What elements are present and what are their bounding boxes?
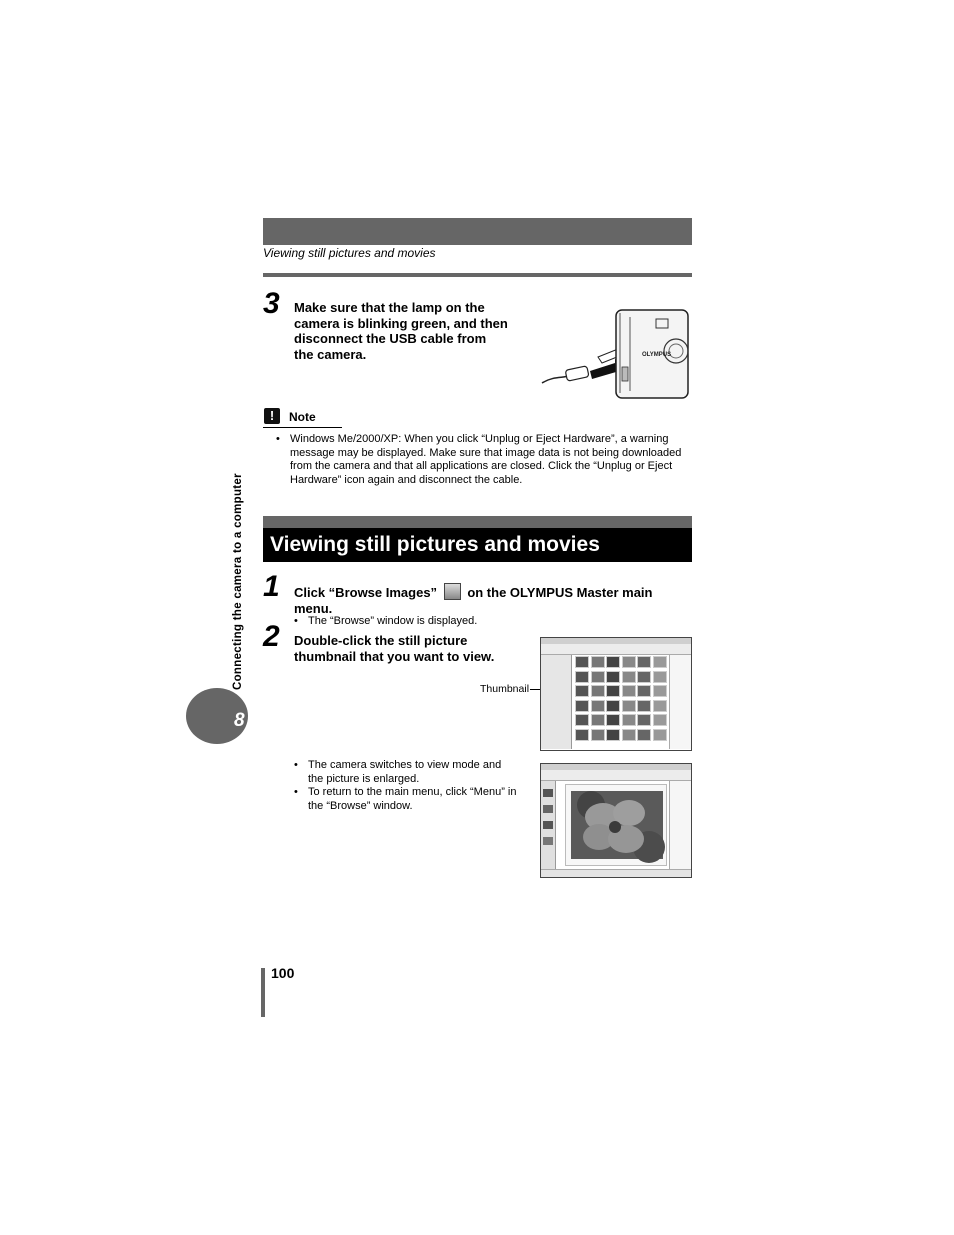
browse-thumbnail (622, 671, 636, 683)
browse-thumbnail (591, 656, 605, 668)
browse-thumbnail (637, 671, 651, 683)
note-list (276, 433, 691, 487)
step-1-number: 1 (263, 570, 280, 603)
browse-thumbnail (606, 656, 620, 668)
step-1-bullets (294, 615, 594, 629)
browse-thumbnail (606, 671, 620, 683)
browse-thumbnail (622, 685, 636, 697)
header-rule (263, 273, 692, 277)
page-number-bar (261, 968, 265, 1017)
browse-thumbnail (653, 729, 667, 741)
section-top-bar (263, 516, 692, 528)
browse-thumbnail (591, 671, 605, 683)
browse-thumbnail (653, 656, 667, 668)
step-1-text-before: Click “Browse Images” (294, 585, 438, 600)
step-2-text: Double-click the still picture thumbnail that you want to view. (294, 633, 495, 664)
note-icon: ! (264, 408, 280, 424)
browse-thumbnail-grid (575, 656, 669, 744)
view-filmstrip (541, 781, 556, 869)
view-info-pane (669, 781, 691, 869)
thumbnail-callout-label: Thumbnail (480, 683, 530, 695)
browse-thumbnail (637, 729, 651, 741)
camera-usb-illustration (540, 305, 692, 400)
browse-thumbnail (591, 685, 605, 697)
browse-thumbnail (653, 685, 667, 697)
browse-thumbnail (622, 656, 636, 668)
note-item: • Windows Me/2000/XP: When you click “Unplug or Eject Hardware”, a warning message may be displayed. Make sure that image data is not being downloaded from the camera and that all applications are closed. Click the “Unplug or Eject Hardware” icon again and disconnect the cable. (276, 433, 691, 487)
browse-info-pane (669, 655, 691, 749)
browse-thumbnail (606, 700, 620, 712)
enlarged-flower-photo (571, 791, 669, 869)
header-bar (263, 218, 692, 245)
browse-thumbnail (575, 656, 589, 668)
browse-toolbar (541, 644, 691, 655)
step-2-number: 2 (263, 620, 280, 653)
browse-thumbnail (606, 729, 620, 741)
view-window-screenshot (540, 763, 692, 878)
step-3-text: Make sure that the lamp on the camera is blinking green, and then disconnect the USB cable from the camera. (294, 300, 508, 362)
view-canvas (565, 784, 667, 866)
browse-thumbnail (575, 685, 589, 697)
browse-thumbnail (606, 714, 620, 726)
note-label: Note (289, 410, 316, 424)
browse-thumbnail (575, 714, 589, 726)
browse-thumbnail (591, 700, 605, 712)
browse-folder-pane (541, 655, 572, 749)
browse-thumbnail (637, 656, 651, 668)
browse-thumbnail (622, 714, 636, 726)
step-2-bullets (294, 759, 519, 813)
browse-thumbnail (637, 700, 651, 712)
browse-thumbnail (622, 729, 636, 741)
header-subtitle: Viewing still pictures and movies (263, 246, 436, 260)
chapter-side-label: Connecting the camera to a computer (232, 473, 244, 690)
section-title: Viewing still pictures and movies (263, 528, 692, 562)
step-1-text-after: on the OLYMPUS Master main menu. (294, 585, 653, 616)
browse-thumbnail (653, 700, 667, 712)
step-2-bullet: • To return to the main menu, click “Menu” in the “Browse” window. (294, 786, 519, 813)
view-status-bar (541, 869, 691, 877)
browse-images-icon (444, 583, 461, 600)
step-2-bullet: • The camera switches to view mode and the picture is enlarged. (294, 759, 519, 786)
step-3-number: 3 (263, 287, 280, 320)
browse-thumbnail (653, 714, 667, 726)
view-toolbar (541, 770, 691, 781)
browse-thumbnail (591, 714, 605, 726)
browse-thumbnail (575, 671, 589, 683)
browse-thumbnail (591, 729, 605, 741)
note-rule (263, 427, 342, 428)
page-number: 100 (271, 965, 295, 981)
browse-thumbnail (606, 685, 620, 697)
browse-thumbnail (575, 729, 589, 741)
browse-window-screenshot (540, 637, 692, 751)
camera-brand-logo: OLYMPUS (642, 352, 672, 358)
browse-thumbnail (653, 671, 667, 683)
chapter-number: 8 (234, 710, 245, 731)
step-1-bullet: • The “Browse” window is displayed. (294, 615, 594, 629)
step-1-text (294, 583, 689, 616)
browse-thumbnail (637, 714, 651, 726)
browse-thumbnail (637, 685, 651, 697)
browse-thumbnail (575, 700, 589, 712)
browse-thumbnail (622, 700, 636, 712)
